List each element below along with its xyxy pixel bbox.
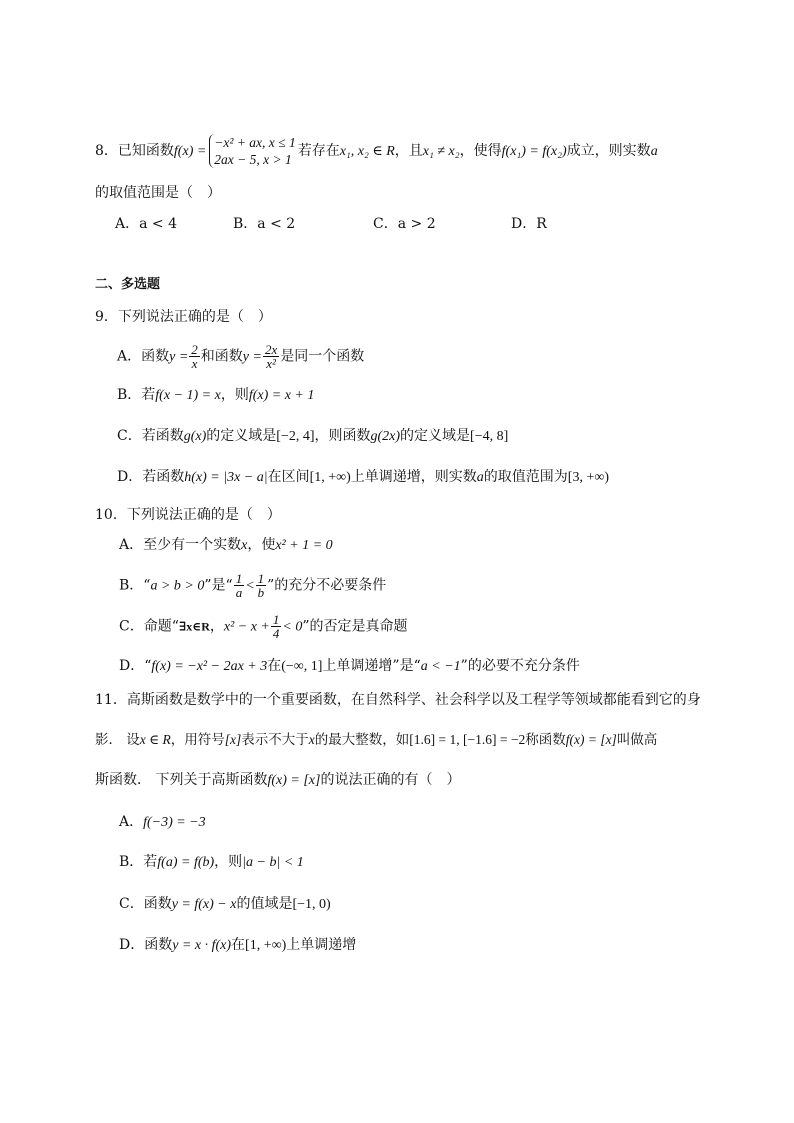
q11-stem-line2: 影． 设x ∈ R，用符号[x]表示不大于x的最大整数，如[1.6] = 1, [−1.6] = −2称函数f(x) = [x]叫做高 (95, 732, 658, 748)
q11-option-a[interactable]: A．f(−3) = −3 (119, 814, 206, 830)
q9-stem: 9．下列说法正确的是（ ） (95, 309, 272, 325)
q10-option-a[interactable]: A．至少有一个实数x，使x² + 1 = 0 (119, 537, 333, 553)
q9-option-a[interactable]: A．函数y = $\frac{2}{x}$ 和函数y = $\frac{2x}{\text{x²}}$ 是同一个函数 (117, 342, 365, 371)
q10-stem: 10．下列说法正确的是（ ） (95, 507, 281, 523)
q10-option-b[interactable]: B．“a > b > 0”是“ $\frac{1}{a}$ < $\frac{1}{b}$ ”的充分不必要条件 (119, 571, 387, 600)
q8-option-b[interactable]: B．a < 2 (233, 216, 296, 232)
fraction: $\frac{1}{b}$ (257, 571, 265, 600)
q11-option-c[interactable]: C．函数y = f(x) − x的值域是[−1, 0) (119, 896, 331, 912)
q9-option-d[interactable]: D．若函数h(x) = |3x − a|在区间[1, +∞)上单调递增，则实数a的取值范围为[3, +∞) (117, 469, 609, 485)
q11-stem-line3: 斯函数． 下列关于高斯函数f(x) = [x]的说法正确的有（ ） (95, 772, 461, 788)
q8-option-d[interactable]: D．R (511, 216, 547, 232)
q8-stem-line2: 的取值范围是（ ） (95, 185, 221, 201)
q11-stem-line1: 11．高斯函数是数学中的一个重要函数，在自然科学、社会科学以及工程学等领域都能看到它的身 (95, 692, 701, 708)
q8-stem: 8．已知函数f(x) = −x² + ax, x ≤ 1 2ax − 5, x > 1 若存在x₁, x₂ ∈ R，且x₁ ≠ x₂，使得f(x₁) = f(x₂)成立，则实数a (95, 135, 658, 167)
q9-option-c[interactable]: C．若函数g(x)的定义域是[−2, 4]，则函数g(2x)的定义域是[−4, 8] (117, 428, 509, 444)
q8-piecewise: −x² + ax, x ≤ 1 2ax − 5, x > 1 (209, 134, 295, 168)
fraction: $\frac{1}{a}$ (235, 571, 243, 600)
q9-option-b[interactable]: B．若f(x − 1) = x，则f(x) = x + 1 (117, 387, 315, 403)
q10-option-c[interactable]: C．命题“∃x∈R，x² − x + $\frac{1}{4}$ < 0”的否定是真命题 (119, 612, 408, 641)
q10-option-d[interactable]: D．“f(x) = −x² − 2ax + 3在(−∞, 1]上单调递增”是“a < −1”的必要不充分条件 (119, 658, 580, 674)
fraction: $\frac{2x}{\text{x²}}$ (264, 342, 278, 371)
q11-option-b[interactable]: B．若f(a) = f(b)，则|a − b| < 1 (119, 854, 304, 870)
section-heading: 二、多选题 (95, 277, 161, 292)
fraction: $\frac{2}{x}$ (191, 342, 198, 371)
fraction: $\frac{1}{4}$ (272, 612, 280, 641)
q8-option-c[interactable]: C．a > 2 (373, 216, 436, 232)
q8-option-a[interactable]: A．a < 4 (115, 216, 177, 232)
q11-option-d[interactable]: D．函数y = x · f(x)在[1, +∞)上单调递增 (119, 937, 357, 953)
q8-number: 8． (95, 143, 118, 159)
